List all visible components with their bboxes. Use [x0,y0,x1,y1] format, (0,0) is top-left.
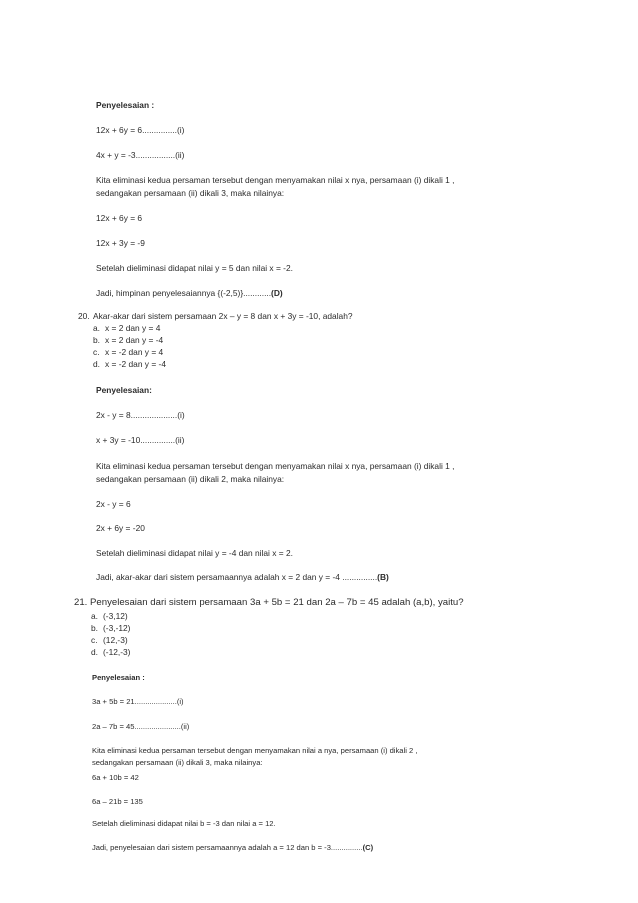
option-20-b-text: x = 2 dan y = -4 [105,335,164,345]
equation-21-scaled-1: 6a + 10b = 42 [92,773,139,782]
equation-19-ii: 4x + y = -3.................(ii) [96,150,185,160]
conclusion-19-text: Jadi, himpinan penyelesaiannya {(-2,5)}............ [96,288,272,298]
conclusion-20 [96,572,389,583]
question-20-text: Akar-akar dari sistem persamaan 2x – y = 8 dan x + 3y = -10, adalah? [93,311,353,321]
equation-20-scaled-2: 2x + 6y = -20 [96,523,145,533]
option-20-c-text: x = -2 dan y = 4 [105,347,164,357]
option-20-b [93,335,163,346]
conclusion-19 [96,288,283,299]
option-21-a-text: (-3,12) [103,611,128,621]
question-21-number: 21. [74,597,88,608]
option-20-a [93,323,160,334]
explanation-21-line1: Kita eliminasi kedua persaman tersebut dengan menyamakan nilai a nya, persamaan (i) dikali 2 , [92,746,418,755]
answer-19: (D) [271,288,283,298]
option-21-c [91,635,128,646]
equation-21-scaled-2: 6a – 21b = 135 [92,797,143,806]
option-21-c-label: c. [91,635,98,645]
option-20-d [93,359,166,370]
result-19: Setelah dieliminasi didapat nilai y = 5 dan nilai x = -2. [96,263,293,273]
option-20-b-label: b. [93,335,100,345]
answer-20: (B) [377,572,389,582]
option-21-b [91,623,130,634]
result-20: Setelah dieliminasi didapat nilai y = -4 dan nilai x = 2. [96,548,293,558]
option-21-a [91,611,128,622]
explanation-19-line1: Kita eliminasi kedua persaman tersebut dengan menyamakan nilai x nya, persamaan (i) dikali 1 , [96,175,455,185]
option-21-a-label: a. [91,611,98,621]
equation-20-ii: x + 3y = -10...............(ii) [96,435,185,445]
option-21-d [91,647,130,658]
equation-21-ii: 2a – 7b = 45......................(ii) [92,722,190,731]
solution-heading-20: Penyelesaian: [96,385,152,395]
answer-21: (C) [362,843,374,852]
equation-20-scaled-1: 2x - y = 6 [96,499,131,509]
option-20-c-label: c. [93,347,100,357]
conclusion-20-text: Jadi, akar-akar dari sistem persamaannya adalah x = 2 dan y = -4 ............... [96,572,378,582]
option-20-d-text: x = -2 dan y = -4 [105,359,166,369]
equation-19-i: 12x + 6y = 6...............(i) [96,125,185,135]
explanation-20-line2: sedangakan persamaan (ii) dikali 2, maka nilainya: [96,474,285,484]
conclusion-21-text: Jadi, penyelesaian dari sistem persamaannya adalah a = 12 dan b = -3............... [92,843,363,852]
option-21-d-text: (-12,-3) [103,647,131,657]
option-21-c-text: (12,-3) [103,635,128,645]
option-20-d-label: d. [93,359,100,369]
solution-heading-21: Penyelesaian : [92,673,145,682]
conclusion-21 [92,842,373,853]
option-20-c [93,347,163,358]
option-21-d-label: d. [91,647,98,657]
explanation-21-line2: sedangakan persamaan (ii) dikali 3, maka nilainya: [92,758,263,767]
result-21: Setelah dieliminasi didapat nilai b = -3 dan nilai a = 12. [92,819,276,828]
explanation-20-line1: Kita eliminasi kedua persaman tersebut dengan menyamakan nilai x nya, persamaan (i) dikali 1 , [96,461,455,471]
explanation-19-line2: sedangakan persamaan (ii) dikali 3, maka nilainya: [96,188,285,198]
equation-19-scaled-1: 12x + 6y = 6 [96,213,143,223]
option-21-b-text: (-3,-12) [103,623,131,633]
solution-heading-19: Penyelesaian : [96,100,155,110]
option-21-b-label: b. [91,623,98,633]
option-20-a-label: a. [93,323,100,333]
equation-20-i: 2x - y = 8....................(i) [96,410,185,420]
equation-21-i: 3a + 5b = 21....................(i) [92,697,184,706]
question-20-number: 20. [78,311,90,321]
question-21-text: Penyelesaian dari sistem persamaan 3a + 5b = 21 dan 2a – 7b = 45 adalah (a,b), yaitu? [90,597,464,608]
equation-19-scaled-2: 12x + 3y = -9 [96,238,145,248]
option-20-a-text: x = 2 dan y = 4 [105,323,161,333]
